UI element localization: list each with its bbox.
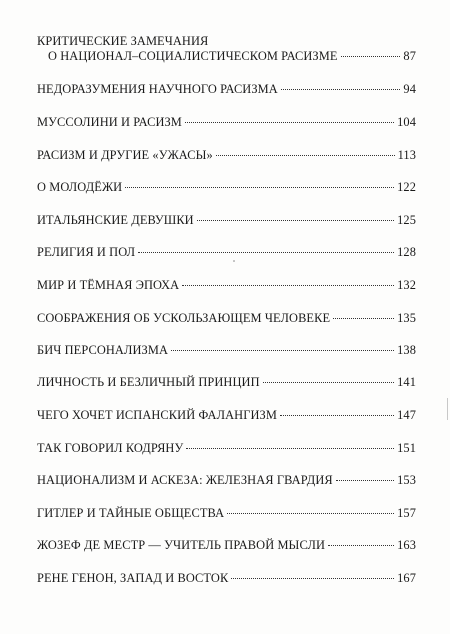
toc-page-number: 135: [397, 311, 416, 325]
toc-entry-title: О МОЛОДЁЖИ: [37, 180, 123, 194]
toc-entry-title: ИТАЛЬЯНСКИЕ ДЕВУШКИ: [37, 213, 194, 227]
dot-leader: [186, 448, 394, 449]
dot-leader: [231, 578, 394, 579]
toc-entry: [37, 278, 416, 293]
toc-entry-line: [37, 538, 416, 553]
toc-entry-title: РАСИЗМ И ДРУГИЕ «УЖАСЫ»: [37, 148, 213, 162]
toc-entry-title: ГИТЛЕР И ТАЙНЫЕ ОБЩЕСТВА: [37, 506, 225, 520]
dot-leader: [341, 56, 401, 57]
toc-entry: [37, 375, 416, 390]
toc-page-number: 138: [397, 343, 416, 357]
toc-page-number: 94: [403, 82, 416, 96]
toc-entry-line: [37, 311, 416, 326]
toc-page-number: 163: [397, 538, 416, 552]
toc-entry: [37, 180, 416, 195]
toc-entry-title: РЕЛИГИЯ И ПОЛ: [37, 245, 136, 259]
toc-entry: [37, 82, 416, 97]
toc-entry: [37, 148, 416, 163]
toc-entry: [37, 311, 416, 326]
toc-entry-title: НЕДОРАЗУМЕНИЯ НАУЧНОГО РАСИЗМА: [37, 82, 278, 96]
paper-speck: [233, 260, 235, 262]
toc-entry-title: ЛИЧНОСТЬ И БЕЗЛИЧНЫЙ ПРИНЦИП: [37, 375, 260, 389]
toc-page-number: 157: [397, 506, 416, 520]
dot-leader: [171, 350, 394, 351]
toc-entry-line: [37, 343, 416, 358]
toc-entry-title: ЧЕГО ХОЧЕТ ИСПАНСКИЙ ФАЛАНГИЗМ: [37, 408, 277, 422]
toc-entry-line: [37, 571, 416, 586]
toc-entry-line: [37, 49, 416, 64]
toc-page-number: 167: [397, 571, 416, 585]
dot-leader: [182, 285, 394, 286]
toc-entry-line: [37, 408, 416, 423]
scan-edge-mark: [447, 398, 448, 420]
toc-entry: [37, 34, 416, 64]
toc-page-number: 141: [397, 375, 416, 389]
toc-entry-line: [37, 245, 416, 260]
toc-page-number: 87: [403, 49, 416, 63]
dot-leader: [216, 155, 395, 156]
dot-leader: [138, 252, 394, 253]
toc-entry-title: КРИТИЧЕСКИЕ ЗАМЕЧАНИЯ: [37, 34, 209, 48]
toc-entry-line: [37, 115, 416, 130]
toc-entry-line: [37, 180, 416, 195]
dot-leader: [333, 318, 394, 319]
toc-entry: [37, 506, 416, 521]
dot-leader: [328, 545, 394, 546]
toc-page-number: 147: [397, 408, 416, 422]
dot-leader: [263, 382, 394, 383]
toc-entry-line: [37, 506, 416, 521]
toc-entry-title: НАЦИОНАЛИЗМ И АСКЕЗА: ЖЕЛЕЗНАЯ ГВАРДИЯ: [37, 473, 333, 487]
toc-entry: [37, 441, 416, 456]
toc-entry-line: [37, 375, 416, 390]
toc-entry: [37, 473, 416, 488]
toc-entry-line: [37, 34, 416, 49]
toc-entry-line: [37, 473, 416, 488]
dot-leader: [281, 89, 401, 90]
dot-leader: [227, 513, 394, 514]
toc-entry: [37, 245, 416, 260]
dot-leader: [185, 122, 394, 123]
toc-entry-title: РЕНЕ ГЕНОН, ЗАПАД И ВОСТОК: [37, 571, 229, 585]
toc-entry-title: МИР И ТЁМНАЯ ЭПОХА: [37, 278, 180, 292]
toc-page-number: 113: [397, 148, 416, 162]
dot-leader: [280, 415, 394, 416]
toc-page-number: 125: [397, 213, 416, 227]
toc-entry: [37, 571, 416, 586]
toc-entry-title: МУССОЛИНИ И РАСИЗМ: [37, 115, 182, 129]
toc-entry-title: ЖОЗЕФ ДЕ МЕСТР — УЧИТЕЛЬ ПРАВОЙ МЫСЛИ: [37, 538, 326, 552]
toc-entry: [37, 538, 416, 553]
toc-entry-line: [37, 82, 416, 97]
toc-entry-title: БИЧ ПЕРСОНАЛИЗМА: [37, 343, 169, 357]
toc-entry-line: [37, 441, 416, 456]
toc-entry-line: [37, 278, 416, 293]
toc-page-number: 151: [397, 441, 416, 455]
toc-entry: [37, 343, 416, 358]
toc-entry: [37, 213, 416, 228]
dot-leader: [336, 480, 394, 481]
dot-leader: [197, 220, 394, 221]
toc-entry: [37, 115, 416, 130]
toc-entry-title: СООБРАЖЕНИЯ ОБ УСКОЛЬЗАЮЩЕМ ЧЕЛОВЕКЕ: [37, 311, 331, 325]
toc-entry-line: [37, 148, 416, 163]
toc-entry-line: [37, 213, 416, 228]
toc-page-number: 153: [397, 473, 416, 487]
toc-page-number: 132: [397, 278, 416, 292]
toc-page-number: 128: [397, 245, 416, 259]
toc-entry-title: ТАК ГОВОРИЛ КОДРЯНУ: [37, 441, 184, 455]
toc-entry-title-continued: О НАЦИОНАЛ–СОЦИАЛИСТИЧЕСКОМ РАСИЗМЕ: [48, 49, 338, 63]
toc-entry: [37, 408, 416, 423]
toc-page-number: 122: [397, 180, 416, 194]
dot-leader: [125, 187, 394, 188]
toc-page-number: 104: [397, 115, 416, 129]
